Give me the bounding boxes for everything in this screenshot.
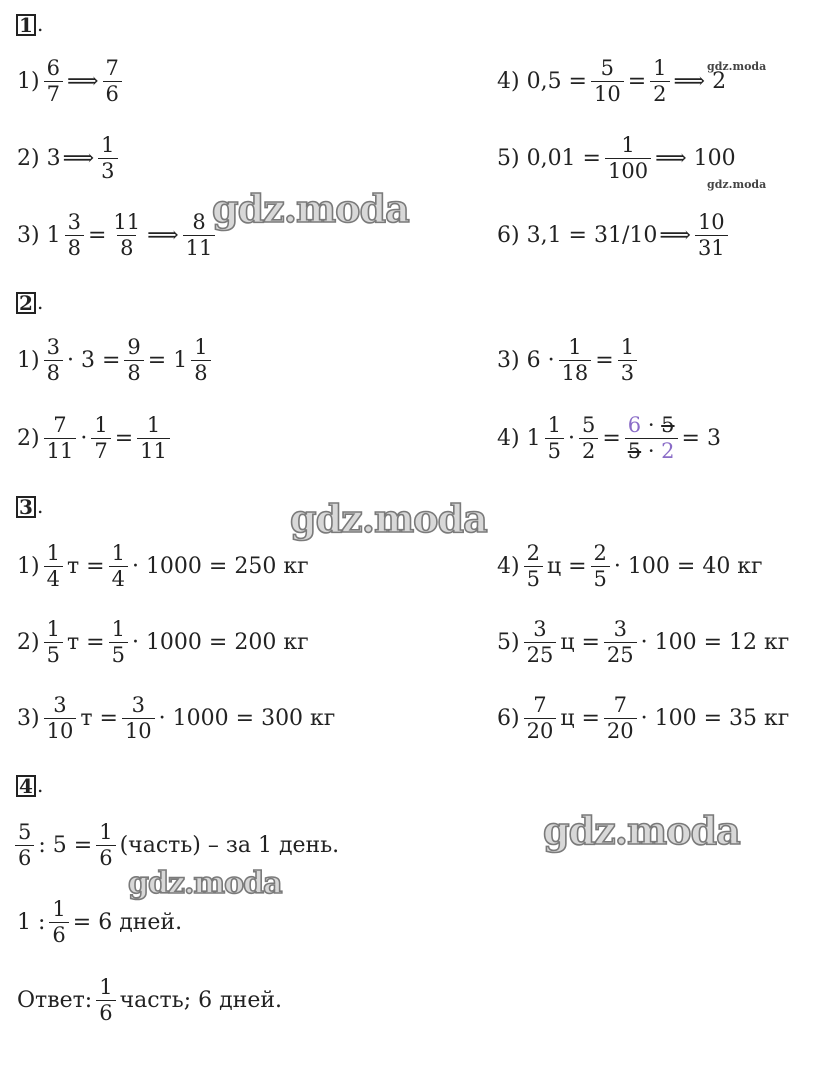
cancel-fraction: $\frac{6 \cdot 5}{5 \cdot 2}$	[625, 413, 678, 464]
s1-item-5	[496, 133, 737, 184]
implies-arrow: ⟹	[66, 68, 99, 94]
fraction: $\frac{5}{2}$	[579, 413, 598, 464]
fraction: $\frac{1}{100}$	[605, 133, 651, 184]
item-number: 6) 3,1 = 31/10	[497, 222, 658, 248]
section-number: 4	[19, 774, 33, 798]
item-number: 5)	[497, 629, 520, 655]
fraction: $\frac{1}{6}$	[96, 820, 115, 871]
item-number: 4)	[497, 553, 520, 579]
fraction: $\frac{1}{18}$	[559, 335, 592, 386]
fraction: $\frac{11}{8}$	[113, 210, 141, 260]
fraction: $\frac{7}{20}$	[604, 693, 637, 744]
fraction: $\frac{2}{5}$	[524, 541, 543, 592]
s2-item-1: 1) $\frac{3}{8}$ · 3 = $\frac{9}{8}$ = 1 $\frac{1}{8}$	[16, 335, 214, 386]
section-dot: .	[37, 494, 44, 518]
implies-arrow: ⟹ 2	[673, 68, 727, 94]
section-dot: .	[37, 12, 44, 36]
fraction: $\frac{3}{10}$	[122, 693, 155, 744]
fraction: $\frac{3}{8}$	[44, 335, 63, 386]
fraction: $\frac{1}{6}$	[49, 897, 68, 948]
fraction: $\frac{3}{25}$	[524, 617, 557, 668]
fraction: $\frac{1}{11}$	[137, 413, 170, 464]
fraction: $\frac{1}{4}$	[44, 541, 63, 592]
fraction: $\frac{3}{8}$	[65, 210, 84, 261]
s1-item-1	[16, 56, 125, 107]
watermark: gdz.moda	[543, 808, 740, 853]
watermark-small: gdz.moda	[707, 60, 767, 73]
section-dot: .	[37, 290, 44, 314]
s3-item-5: 5) $\frac{3}{25}$ ц = $\frac{3}{25}$ · 100 = 12 кг	[497, 617, 790, 667]
watermark-small: gdz.moda	[707, 178, 767, 191]
watermark: gdz.moda	[290, 496, 487, 541]
s2-item-4: 4) 1 $\frac{1}{5}$ · $\frac{5}{2}$ = $\frac{6 \cdot 5}{5 \cdot 2}$ = 3	[497, 413, 721, 463]
fraction: $\frac{2}{5}$	[591, 541, 610, 592]
implies-arrow: ⟹	[147, 222, 179, 248]
section-1-label	[16, 14, 36, 36]
fraction: $\frac{10}{31}$	[695, 210, 728, 261]
fraction: $\frac{1}{4}$	[109, 541, 128, 592]
fraction: $\frac{1}{8}$	[191, 335, 210, 386]
fraction: $\frac{5}{6}$	[15, 820, 34, 871]
s2-item-2: 2) $\frac{7}{11}$ · $\frac{1}{7}$ = $\frac{1}{11}$	[16, 413, 173, 464]
section-dot: .	[37, 773, 44, 797]
watermark: gdz.moda	[212, 186, 409, 231]
item-number: 5) 0,01 =	[497, 145, 601, 171]
implies-arrow: ⟹ 100	[655, 145, 736, 171]
s1-item-6	[496, 210, 731, 261]
item-number: 3)	[17, 705, 40, 731]
s1-item-3: 3) 1 $\frac{3}{8}$ = $\frac{11}{8}$ ⟹ $\frac{8}{11}$	[16, 210, 218, 261]
s3-item-4: 4) $\frac{2}{5}$ ц = $\frac{2}{5}$ · 100 = 40 кг	[497, 541, 763, 591]
implies-arrow: ⟹	[659, 222, 691, 248]
fraction: $\frac{9}{8}$	[124, 335, 143, 386]
s3-item-1: 1) $\frac{1}{4}$ т = $\frac{1}{4}$ · 1000 = 250 кг	[17, 541, 309, 591]
item-number: 4) 0,5 =	[497, 68, 587, 94]
section-number: 3	[19, 495, 33, 519]
item-number: 3) 6 ·	[497, 347, 555, 373]
s3-item-3: 3) $\frac{3}{10}$ т = $\frac{3}{10}$ · 1000 = 300 кг	[17, 693, 336, 743]
section-2-label	[16, 292, 36, 314]
s4-answer: Ответ: $\frac{1}{6}$ часть; 6 дней.	[17, 975, 282, 1025]
item-number: 2)	[17, 629, 40, 655]
section-4-label	[16, 775, 36, 797]
fraction: $\frac{1}{2}$	[650, 56, 669, 107]
fraction: $\frac{7}{20}$	[524, 693, 557, 744]
s1-item-4: 4) 0,5 = $\frac{5}{10}$ = $\frac{1}{2}$ ⟹ 2	[497, 56, 727, 106]
item-number: 2)	[17, 425, 40, 451]
implies-arrow: ⟹	[62, 145, 95, 171]
fraction: $\frac{7}{6}$	[103, 56, 122, 107]
watermark: gdz.moda	[128, 866, 282, 901]
fraction: $\frac{5}{10}$	[591, 56, 624, 107]
fraction: $\frac{3}{25}$	[604, 617, 637, 668]
item-number: 2) 3	[17, 145, 61, 171]
s4-line-2: 1 : $\frac{1}{6}$ = 6 дней.	[17, 897, 183, 947]
fraction: $\frac{6}{7}$	[44, 56, 63, 107]
s2-item-3: 3) 6 · $\frac{1}{18}$ = $\frac{1}{3}$	[496, 335, 640, 386]
item-number: 3) 1	[17, 222, 61, 248]
answer-label: Ответ:	[17, 987, 93, 1013]
fraction: $\frac{1}{3}$	[98, 133, 117, 184]
item-number: 1)	[17, 347, 40, 373]
section-number: 1	[19, 13, 33, 37]
fraction: $\frac{1}{5}$	[545, 413, 564, 464]
fraction: $\frac{1}{5}$	[44, 617, 63, 668]
s1-item-2	[16, 133, 121, 184]
fraction: $\frac{1}{7}$	[91, 413, 110, 464]
item-number: 1)	[17, 68, 40, 94]
s3-item-6: 6) $\frac{7}{20}$ ц = $\frac{7}{20}$ · 100 = 35 кг	[497, 693, 790, 743]
item-number: 1)	[17, 553, 40, 579]
fraction: $\frac{1}{6}$	[96, 975, 115, 1026]
s4-line-1: $\frac{5}{6}$ : 5 = $\frac{1}{6}$ (часть) – за 1 день.	[12, 820, 340, 871]
fraction: $\frac{1}{3}$	[618, 335, 637, 386]
s3-item-2: 2) $\frac{1}{5}$ т = $\frac{1}{5}$ · 1000 = 200 кг	[17, 617, 309, 667]
fraction: $\frac{7}{11}$	[44, 413, 77, 464]
item-number: 4) 1	[497, 425, 541, 451]
fraction: $\frac{8}{11}$	[183, 210, 216, 261]
section-number: 2	[19, 291, 33, 315]
fraction: $\frac{1}{5}$	[109, 617, 128, 668]
section-3-label	[16, 496, 36, 518]
item-number: 6)	[497, 705, 520, 731]
fraction: $\frac{3}{10}$	[44, 693, 77, 744]
